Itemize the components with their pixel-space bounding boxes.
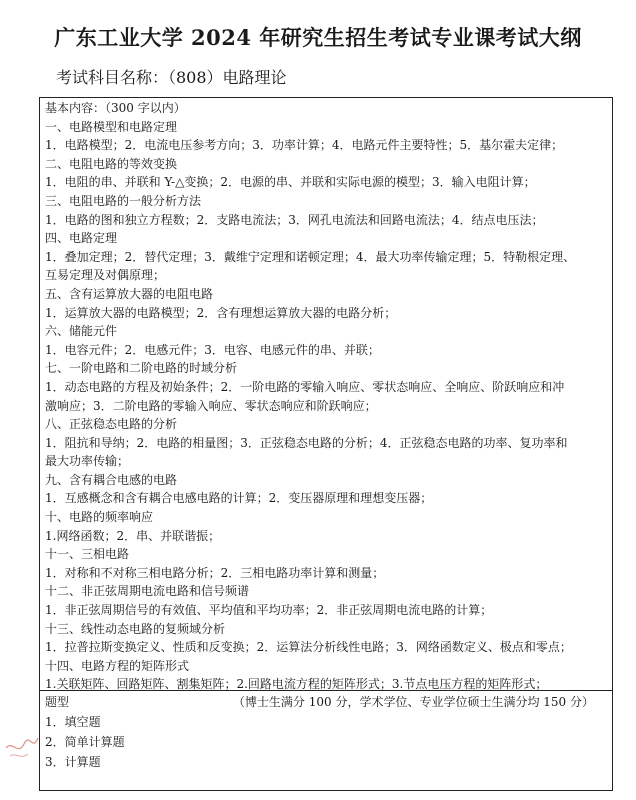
question-type-item: 1．填空题 xyxy=(45,715,101,729)
section-item: 1．电容元件；2．电感元件；3．电容、电感元件的串、并联； xyxy=(45,342,380,357)
section-heading: 三、电阻电路的一般分析方法 xyxy=(45,193,202,208)
question-types-section xyxy=(40,692,612,772)
question-type-item: 2．简单计算题 xyxy=(45,735,125,749)
section-heading: 七、一阶电路和二阶电路的时域分析 xyxy=(45,361,238,376)
section-item: 1．电路模型；2．电流电压参考方向；3．功率计算；4．电路元件主要特性；5．基尔霍夫定律； xyxy=(45,138,564,153)
section-heading: 五、含有运算放大器的电阻电路 xyxy=(45,286,214,301)
section-item: 1．运算放大器的电路模型；2．含有理想运算放大器的电路分析； xyxy=(45,305,397,320)
section-heading: 一、电路模型和电路定理 xyxy=(45,119,178,134)
question-type-list xyxy=(45,712,608,772)
section-item: 1．阻抗和导纳；2．电路的相量图；3．正弦稳态电路的分析；4．正弦稳态电路的功率、复功率和 xyxy=(45,435,568,450)
section-heading: 八、正弦稳态电路的分析 xyxy=(45,417,178,432)
section-item: 激响应；3．二阶电路的零输入响应、零状态响应和阶跃响应； xyxy=(45,398,377,413)
question-types-header xyxy=(45,692,608,712)
section-heading: 十三、线性动态电路的复频域分析 xyxy=(45,621,226,636)
page-title: 广东工业大学 2024 年研究生招生考试专业课考试大纲 xyxy=(54,25,582,50)
section-heading: 十二、非正弦周期电流电路和信号频谱 xyxy=(45,584,250,599)
section-heading: 二、电阻电路的等效变换 xyxy=(45,156,178,171)
section-divider xyxy=(40,690,612,691)
section-heading: 十一、三相电路 xyxy=(45,547,130,562)
question-types-label: 题型 xyxy=(45,695,70,709)
section-item: 1．互感概念和含有耦合电感电路的计算；2．变压器原理和理想变压器； xyxy=(45,491,433,506)
score-note: （博士生满分 100 分，学术学位、专业学位硕士生满分均 150 分） xyxy=(232,695,594,709)
section-heading: 六、储能元件 xyxy=(45,324,118,339)
section-item: 1．非正弦周期信号的有效值、平均值和平均功率；2．非正弦周期电流电路的计算； xyxy=(45,603,493,618)
section-heading: 四、电路定理 xyxy=(45,231,118,246)
basic-content-section xyxy=(40,98,612,690)
section-heading: 十、电路的频率响应 xyxy=(45,510,154,525)
section-item: 1.网络函数；2．串、并联谐振； xyxy=(45,528,221,543)
section-item: 1.关联矩阵、回路矩阵、割集矩阵；2.回路电流方程的矩阵形式；3.节点电压方程的矩阵形式； xyxy=(45,677,548,690)
question-type-item: 3．计算题 xyxy=(45,755,101,769)
section-item: 1．叠加定理；2．替代定理；3．戴维宁定理和诺顿定理；4．最大功率传输定理；5．特勒根定理、 xyxy=(45,249,576,264)
handwritten-mark xyxy=(2,726,42,766)
section-item: 1．电路的图和独立方程数；2．支路电流法；3．网孔电流法和回路电流法；4．结点电压法； xyxy=(45,212,544,227)
content-heading: 基本内容：（300 字以内） xyxy=(45,101,186,115)
section-item: 1．电阻的串、并联和 Y-△变换；2．电源的串、并联和实际电源的模型；3．输入电阻计算； xyxy=(45,175,536,190)
content-lines xyxy=(45,118,608,690)
section-item: 1．对称和不对称三相电路分析；2．三相电路功率计算和测量； xyxy=(45,565,385,580)
section-item: 1．拉普拉斯变换定义、性质和反变换；2．运算法分析线性电路；3．网络函数定义、极点和零点； xyxy=(45,640,572,655)
section-heading: 九、含有耦合电感的电路 xyxy=(45,472,178,487)
section-item: 互易定理及对偶原理； xyxy=(45,268,166,283)
section-item: 最大功率传输； xyxy=(45,454,130,469)
exam-subject: 考试科目名称：（808）电路理论 xyxy=(56,68,287,87)
section-item: 1．动态电路的方程及初始条件；2．一阶电路的零输入响应、零状态响应、全响应、阶跃响应和冲 xyxy=(45,379,565,394)
section-heading: 十四、电路方程的矩阵形式 xyxy=(45,658,190,673)
syllabus-table xyxy=(39,97,613,791)
